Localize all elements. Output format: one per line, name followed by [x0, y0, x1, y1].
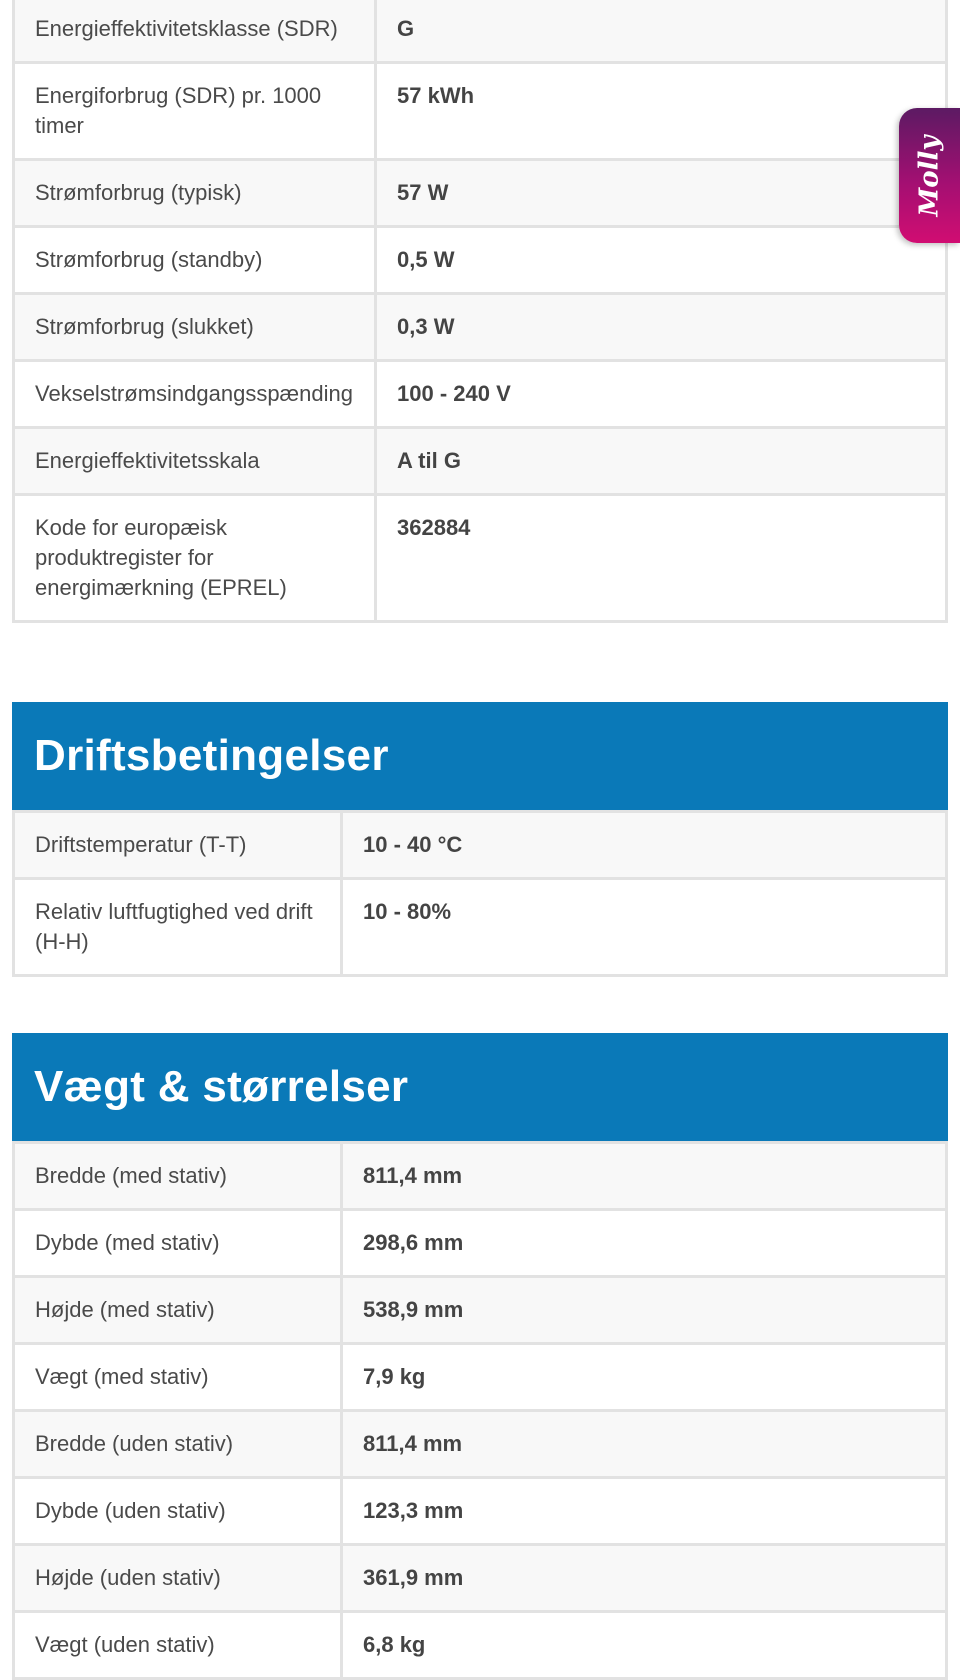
spec-value: 123,3 mm: [342, 1478, 947, 1545]
table-row: [14, 0, 947, 63]
spec-label: Vægt (med stativ): [14, 1344, 342, 1411]
table-row: [14, 1478, 947, 1545]
spec-label: Energieffektivitetsklasse (SDR): [14, 0, 376, 63]
operating-conditions-table: [12, 810, 948, 977]
table-row: [14, 1210, 947, 1277]
table-row: [14, 227, 947, 294]
table-row: [14, 294, 947, 361]
spec-label: Driftstemperatur (T-T): [14, 812, 342, 879]
spec-value: 6,8 kg: [342, 1612, 947, 1679]
spec-value: 811,4 mm: [342, 1143, 947, 1210]
spec-label: Dybde (uden stativ): [14, 1478, 342, 1545]
spec-label: Strømforbrug (standby): [14, 227, 376, 294]
spec-label: Vekselstrømsindgangsspænding: [14, 361, 376, 428]
weight-dimensions-table: [12, 1141, 948, 1680]
energy-spec-table: [12, 0, 948, 623]
spec-value: A til G: [376, 428, 947, 495]
table-row: [14, 879, 947, 976]
spec-value: 10 - 80%: [342, 879, 947, 976]
spec-label: Energieffektivitetsskala: [14, 428, 376, 495]
spec-label: Bredde (uden stativ): [14, 1411, 342, 1478]
table-row: [14, 1344, 947, 1411]
spec-value: 100 - 240 V: [376, 361, 947, 428]
section-title-vaegt-stoerrelser: Vægt & størrelser: [12, 1033, 948, 1141]
spec-label: Strømforbrug (slukket): [14, 294, 376, 361]
spec-label: Energiforbrug (SDR) pr. 1000 timer: [14, 63, 376, 160]
spec-label: Vægt (uden stativ): [14, 1612, 342, 1679]
table-row: [14, 63, 947, 160]
molly-chat-button[interactable]: [899, 108, 960, 243]
table-row: [14, 160, 947, 227]
spec-value: 538,9 mm: [342, 1277, 947, 1344]
spec-value: 811,4 mm: [342, 1411, 947, 1478]
spec-value: 0,5 W: [376, 227, 947, 294]
spec-value: 298,6 mm: [342, 1210, 947, 1277]
spec-value: 57 kWh: [376, 63, 947, 160]
spec-value: 362884: [376, 495, 947, 622]
spec-label: Bredde (med stativ): [14, 1143, 342, 1210]
table-row: [14, 1277, 947, 1344]
spec-value: 10 - 40 °C: [342, 812, 947, 879]
table-row: [14, 1143, 947, 1210]
section-title-driftsbetingelser: Driftsbetingelser: [12, 702, 948, 810]
table-row: [14, 1612, 947, 1679]
spec-label: Strømforbrug (typisk): [14, 160, 376, 227]
spec-value: 57 W: [376, 160, 947, 227]
table-row: [14, 1411, 947, 1478]
table-row: [14, 428, 947, 495]
spec-value: 7,9 kg: [342, 1344, 947, 1411]
table-row: [14, 495, 947, 622]
spec-value: 361,9 mm: [342, 1545, 947, 1612]
spec-label: Dybde (med stativ): [14, 1210, 342, 1277]
spec-label: Højde (uden stativ): [14, 1545, 342, 1612]
spec-label: Kode for europæisk produktregister for energimærkning (EPREL): [14, 495, 376, 622]
spec-value: 0,3 W: [376, 294, 947, 361]
spec-label: Relativ luftfugtighed ved drift (H-H): [14, 879, 342, 976]
table-row: [14, 361, 947, 428]
table-row: [14, 812, 947, 879]
molly-chat-label: Molly: [914, 135, 945, 216]
spec-label: Højde (med stativ): [14, 1277, 342, 1344]
table-row: [14, 1545, 947, 1612]
spec-value: G: [376, 0, 947, 63]
